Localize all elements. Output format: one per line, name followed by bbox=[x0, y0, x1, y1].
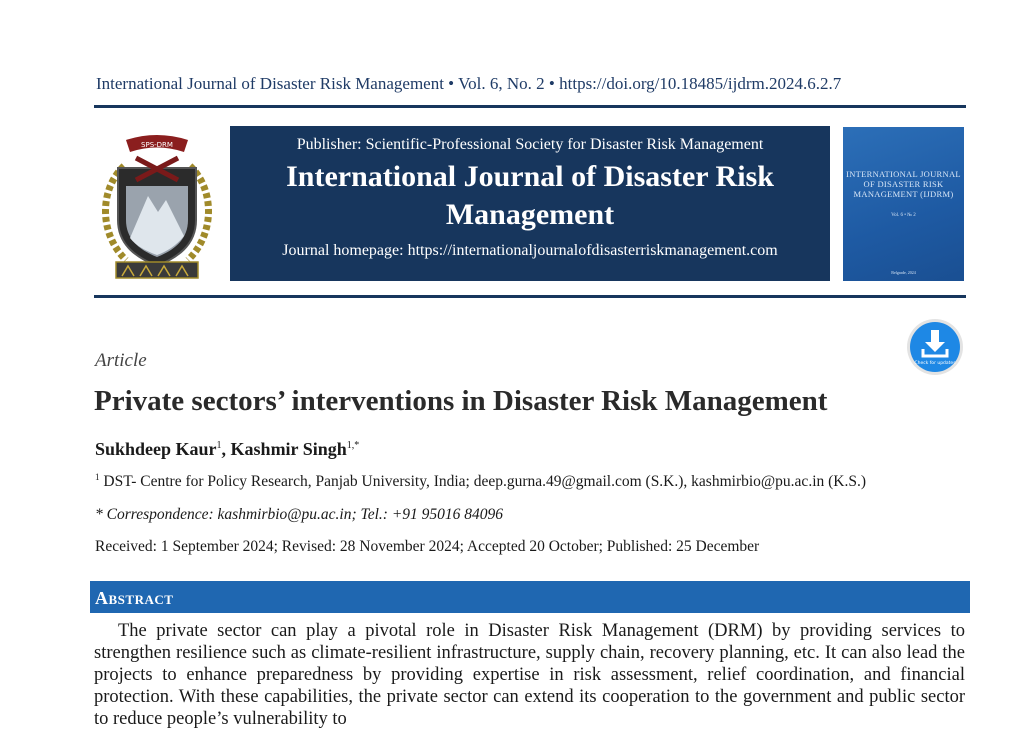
journal-cover-image bbox=[843, 127, 964, 281]
cover-title: INTERNATIONAL JOURNAL OF DISASTER RISK MANAGEMENT (IJDRM) bbox=[846, 169, 961, 199]
cover-footer: Belgrade, 2024 bbox=[891, 270, 916, 275]
check-for-updates-button[interactable] bbox=[906, 318, 964, 376]
journal-homepage-link[interactable]: Journal homepage: https://internationaljournalofdisasterriskmanagement.com bbox=[282, 242, 778, 259]
top-divider bbox=[94, 105, 966, 108]
article-type-label: Article bbox=[95, 350, 147, 371]
journal-citation-line: International Journal of Disaster Risk Management • Vol. 6, No. 2 • https://doi.org/10.18485/ijdrm.2024.6.2.7 bbox=[96, 74, 842, 93]
abstract-heading: Abstract bbox=[95, 588, 174, 608]
abstract-body bbox=[94, 620, 965, 730]
check-updates-label: Check for updates bbox=[914, 361, 956, 366]
society-crest-icon bbox=[96, 128, 218, 280]
correspondence-line: * Correspondence: kashmirbio@pu.ac.in; Tel.: +91 95016 84096 bbox=[95, 506, 504, 523]
paper-title: Private sectors’ interventions in Disaster Risk Management bbox=[94, 385, 828, 417]
publication-dates: Received: 1 September 2024; Revised: 28 November 2024; Accepted 20 October; Published: 25 December bbox=[95, 538, 760, 555]
author-name: Sukhdeep Kaur bbox=[95, 439, 217, 459]
affiliation-text: DST- Centre for Policy Research, Panjab University, India; deep.gurna.49@gmail.com (S.K.), kashmirbio@pu.ac.in (K.S.) bbox=[99, 473, 867, 491]
author-name: Kashmir Singh bbox=[230, 439, 347, 459]
author-list bbox=[95, 439, 359, 460]
publisher-line: Publisher: Scientific-Professional Society for Disaster Risk Management bbox=[296, 136, 764, 153]
journal-title: International Journal of Disaster Risk Management bbox=[286, 160, 774, 231]
journal-banner bbox=[230, 126, 830, 281]
affiliation-mark: 1 bbox=[95, 472, 100, 482]
cover-volume: Vol. 6 • № 2 bbox=[891, 213, 916, 218]
author-affiliation-mark: 1,* bbox=[346, 440, 360, 451]
abstract-heading-bar bbox=[90, 581, 970, 613]
header-bottom-divider bbox=[94, 295, 966, 298]
author-separator: , bbox=[221, 439, 231, 459]
abstract-text: The private sector can play a pivotal role in Disaster Risk Management (DRM) by providing services to strengthen resilience such as climate-resilient infrastructure, supply chain, recovery planning, etc. It can also lead the projects to enhance preparedness by providing expertise in risk assessment, relief coordination, and financial protection. With these capabilities, the private sector can extend its cooperation to the government and public sector to reduce people’s vulnerability to bbox=[94, 621, 965, 729]
crest-ribbon-text: SPS-DRM bbox=[141, 141, 173, 149]
affiliation-line bbox=[95, 472, 866, 491]
author-affiliation-mark: 1 bbox=[216, 440, 222, 451]
